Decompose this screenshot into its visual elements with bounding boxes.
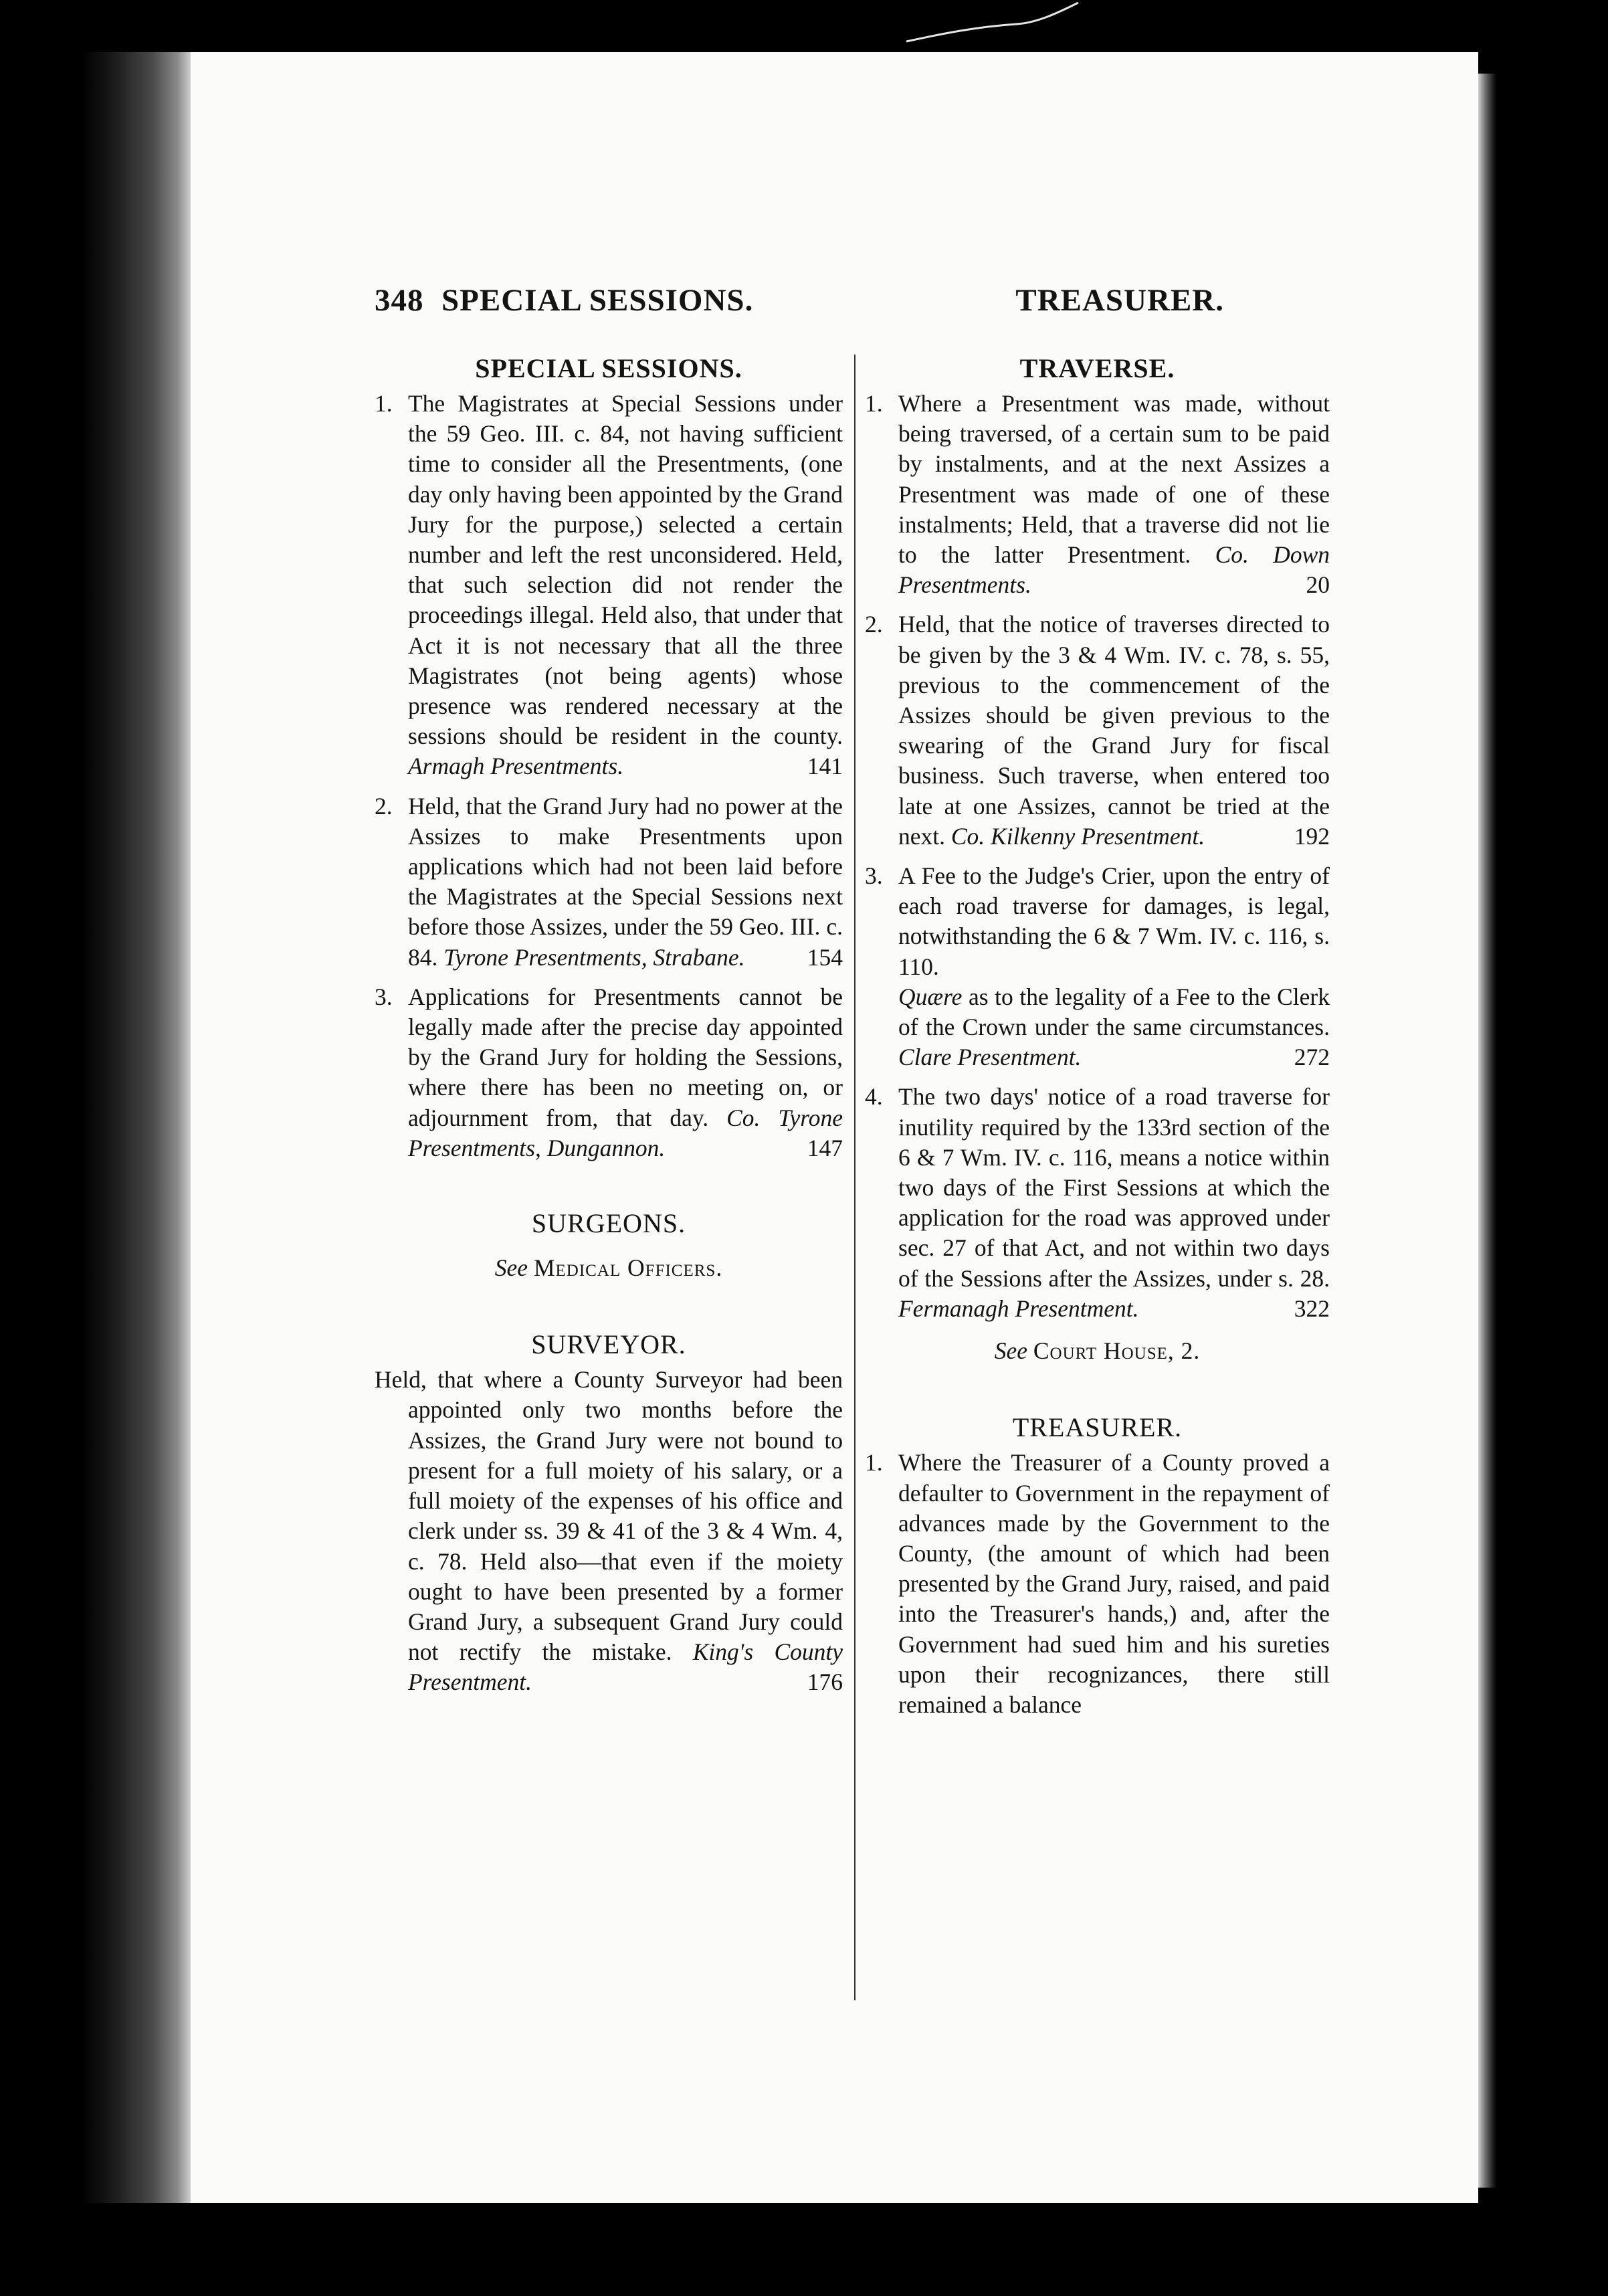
column-divider (854, 355, 856, 2000)
entry-number: 3. (865, 862, 883, 890)
entry-number: 2. (865, 611, 883, 638)
entry-text: Held, that the Grand Jury had no power at the Assizes to make Presentments upon applications which had not been laid before the Magistrates at the Special Sessions next before those Assizes, under the 59 Geo. III. c. 84. (408, 792, 843, 971)
special-sessions-entry-3 (375, 982, 843, 1163)
entry-text: A Fee to the Judge's Crier, upon the entry of each road traverse for damages, is legal, notwithstanding the 6 & 7 Wm. IV. c. 116, s. 110. (898, 862, 1330, 980)
entry-citation: King's County Presentment. (408, 1638, 843, 1696)
entry-number: 1. (375, 390, 393, 417)
entry-number: 3. (375, 983, 393, 1010)
quaere-word: Quære (898, 983, 963, 1010)
entry-text: Where a Presentment was made, without being traversed, of a certain sum to be paid by instalments, and at the next Assizes a Presentment was made of one of these instalments; Held, that a traverse did not lie to the latter Presentment. (898, 390, 1330, 569)
traverse-entry-1 (865, 389, 1330, 600)
page-number: 348 (375, 283, 424, 318)
quaere-text: as to the legality of a Fee to the Clerk of the Crown under the same circumstances. (898, 983, 1330, 1041)
entry-page-ref: 176 (807, 1668, 843, 1696)
entry-citation: Fermanagh Presentment. (898, 1295, 1139, 1322)
entry-page-ref: 141 (807, 753, 843, 780)
treasurer-entry-1 (865, 1448, 1330, 1720)
entry-citation: Tyrone Presentments, Strabane. (443, 943, 745, 971)
section-heading-traverse: TRAVERSE. (1019, 353, 1175, 383)
entry-page-ref: 322 (1294, 1295, 1330, 1322)
traverse-entry-4 (865, 1082, 1330, 1324)
section-heading-special-sessions: SPECIAL SESSIONS. (475, 353, 742, 383)
see-word: See (994, 1337, 1027, 1365)
special-sessions-entry-2 (375, 791, 843, 973)
entry-text: Applications for Presentments cannot be legally made after the precise day appointed by the Grand Jury for holding the Sessions, where there has been no meeting on, or adjournment from, that day. (408, 983, 843, 1131)
see-word: See (494, 1254, 528, 1282)
pen-scratch-mark (903, 0, 1084, 50)
entry-page-ref: 192 (1294, 822, 1330, 850)
see-target: Court House, 2. (1033, 1337, 1201, 1365)
book-spine-shadow (82, 52, 191, 2203)
entry-number: 1. (865, 390, 883, 417)
running-head (375, 282, 1224, 329)
facing-page-edge (1478, 74, 1497, 2188)
entry-number: 4. (865, 1083, 883, 1111)
left-column (375, 351, 843, 1707)
entry-page-ref: 20 (1306, 571, 1330, 599)
special-sessions-entry-1 (375, 389, 843, 782)
entry-citation: Co. Down Presentments. (898, 541, 1330, 599)
section-heading-treasurer: TREASURER. (1012, 1412, 1183, 1443)
entry-text: Where the Treasurer of a County proved a defaulter to Government in the repayment of advances made by the Government to the County, (the amount of which had been presented by the Grand Jury, raised, and paid into the Treasurer's hands,) and, after the Government had sued him and his sureties upon their recognizances, there still remained a balance (898, 1449, 1330, 1718)
entry-text: Held, that where a County Surveyor had been appointed only two months before the Assizes, the Grand Jury were not bound to present for a full moiety of his salary, or a full moiety of the expenses of his office and clerk under ss. 39 & 41 of the 3 & 4 Wm. 4, c. 78. Held also—that even if the moiety ought to have been presented by a former Grand Jury, a subsequent Grand Jury could not rectify the mistake. (375, 1366, 843, 1666)
entry-page-ref: 147 (807, 1134, 843, 1161)
traverse-entry-2 (865, 609, 1330, 852)
running-head-right-title: TREASURER. (1015, 283, 1224, 318)
entry-page-ref: 154 (807, 943, 843, 971)
surveyor-entry (375, 1365, 843, 1697)
entry-citation: Armagh Presentments. (408, 753, 624, 780)
entry-number: 1. (865, 1449, 883, 1476)
entry-text: The two days' notice of a road traverse for inutility required by the 133rd section of the 6 & 7 Wm. IV. c. 116, means a notice within two days of the First Sessions at which the application for the road was approved under sec. 27 of that Act, and not within two days of the Sessions after the Assizes, under s. 28. (898, 1083, 1330, 1292)
running-head-left-title: SPECIAL SESSIONS. (441, 283, 754, 318)
entry-text: Held, that the notice of traverses directed to be given by the 3 & 4 Wm. IV. c. 78, s. 55, previous to the commencement of the Assizes should be given previous to the swearing of the Grand Jury for fiscal business. Such traverse, when entered too late at one Assizes, cannot be tried at the next. (898, 611, 1330, 850)
section-heading-surgeons: SURGEONS. (531, 1208, 686, 1239)
entry-text: The Magistrates at Special Sessions under the 59 Geo. III. c. 84, not having sufficient time to consider all the Presentments, (one day only having been appointed by the Grand Jury for the purpose,) selected a certain number and left the rest unconsidered. Held, that such selection did not render the proceedings illegal. Held also, that under that Act it is not necessary that all the three Magistrates (not being agents) whose presence was rendered necessary at the sessions should be resident in the county. (408, 390, 843, 750)
entry-citation: Co. Tyrone Presentments, Dungannon. (408, 1104, 843, 1161)
entry-page-ref: 272 (1294, 1044, 1330, 1071)
traverse-entry-3 (865, 861, 1330, 1072)
right-column (865, 351, 1330, 1729)
see-reference-traverse (865, 1336, 1330, 1366)
see-reference-surgeons (375, 1253, 843, 1283)
section-heading-surveyor: SURVEYOR. (531, 1329, 686, 1360)
see-target: Medical Officers. (533, 1254, 723, 1282)
entry-citation: Clare Presentment. (898, 1044, 1082, 1071)
entry-citation: Co. Kilkenny Presentment. (950, 822, 1205, 850)
entry-number: 2. (375, 792, 393, 820)
